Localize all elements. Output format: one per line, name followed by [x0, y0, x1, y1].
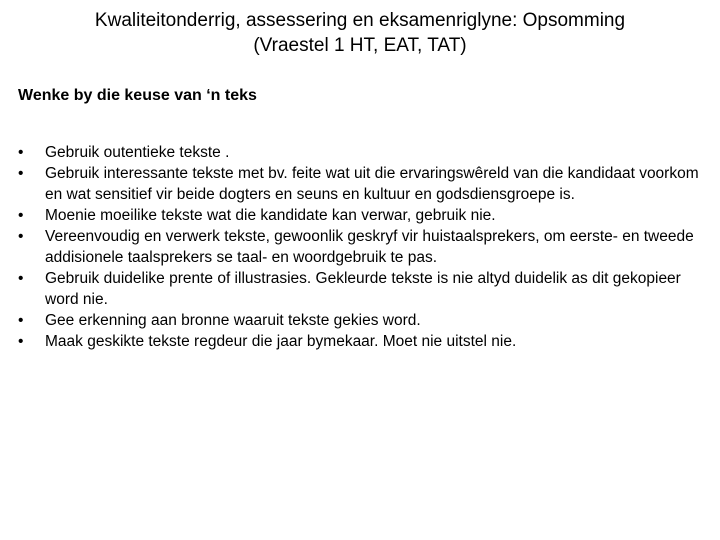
- list-item: [18, 268, 708, 310]
- list-item: [18, 142, 708, 163]
- bullet-icon: •: [18, 228, 24, 245]
- list-item: [18, 226, 708, 268]
- list-item: [18, 310, 708, 331]
- bullet-icon: •: [18, 165, 24, 182]
- list-item-text: Gee erkenning aan bronne waaruit tekste gekies word.: [45, 312, 421, 329]
- list-item: [18, 163, 708, 205]
- slide-title-line-2: (Vraestel 1 HT, EAT, TAT): [253, 35, 467, 56]
- bullet-icon: •: [18, 207, 24, 224]
- tips-list: [18, 142, 708, 352]
- section-heading: Wenke by die keuse van ‘n teks: [18, 87, 257, 104]
- list-item-text: Gebruik duidelike prente of illustrasies. Gekleurde tekste is nie altyd duidelik as dit gekopieer word nie.: [45, 270, 681, 308]
- list-item-text: Vereenvoudig en verwerk tekste, gewoonlik geskryf vir huistaalsprekers, om eerste- en tweede addisionele taalsprekers se taal- en woordgebruik te pas.: [45, 228, 694, 266]
- slide-title-line-1: Kwaliteitonderrig, assessering en eksamenriglyne: Opsomming: [94, 10, 626, 31]
- list-item-text: Moenie moeilike tekste wat die kandidate kan verwar, gebruik nie.: [45, 207, 496, 224]
- list-item-text: Maak geskikte tekste regdeur die jaar bymekaar. Moet nie uitstel nie.: [45, 333, 517, 350]
- bullet-icon: •: [18, 312, 24, 329]
- list-item-text: Gebruik interessante tekste met bv. feite wat uit die ervaringswêreld van die kandidaat voorkom en wat sensitief vir beide dogters en seuns en kultuur en godsdiensgroepe is.: [45, 165, 699, 203]
- bullet-icon: •: [18, 144, 24, 161]
- bullet-icon: •: [18, 333, 24, 350]
- bullet-icon: •: [18, 270, 24, 287]
- slide-title: [20, 8, 700, 58]
- list-item: [18, 331, 708, 352]
- list-item: [18, 205, 708, 226]
- list-item-text: Gebruik outentieke tekste .: [45, 144, 230, 161]
